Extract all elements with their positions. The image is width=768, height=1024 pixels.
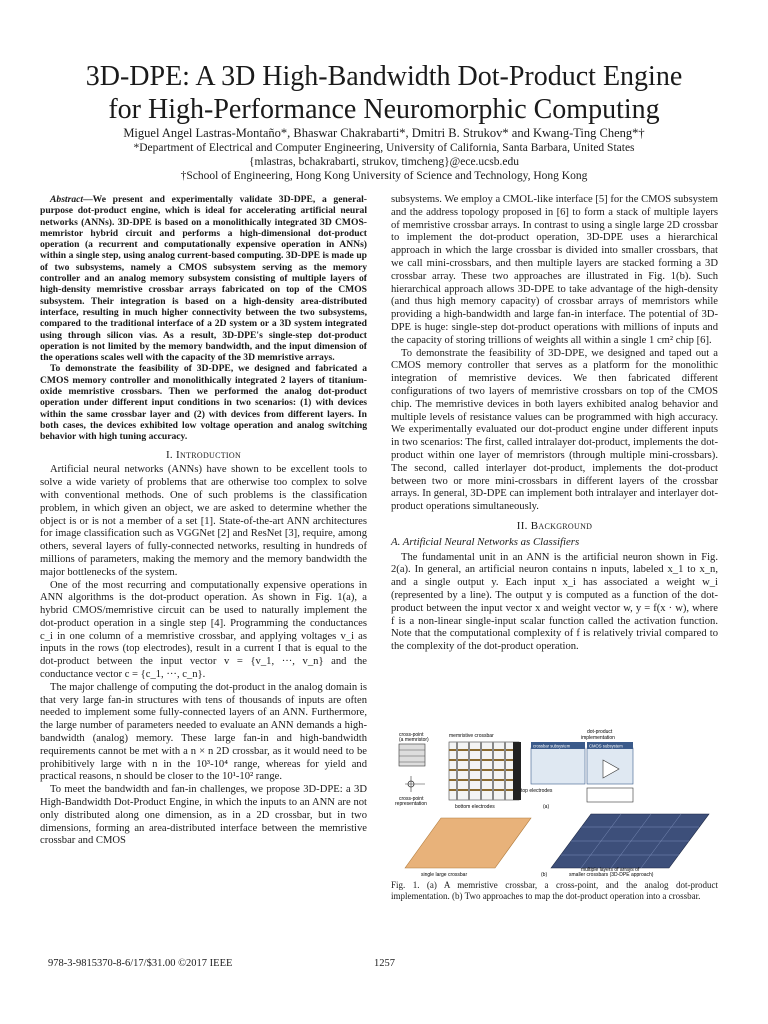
abstract-paragraph-1 bbox=[40, 194, 367, 363]
figure-1-caption: Fig. 1. (a) A memristive crossbar, a cross-point, and the analog dot-product implementation. (b) Two approaches to map the dot-product operation into a crossbar. bbox=[391, 880, 718, 901]
author-emails: {mlastras, bchakrabarti, strukov, timcheng}@ece.ucsb.edu bbox=[249, 156, 519, 168]
label-memristive-crossbar: memristive crossbar bbox=[449, 733, 494, 739]
intro-paragraph-3: The major challenge of computing the dot-product in the analog domain is that very large fan-in structures with tens of thousands of inputs are often needed to implement some fully-connected layers of an ANN. Furthermore, the large number of parameters needed to evaluate an ANN demands a high-bandwidth (analog) memory. These large fan-in and high-bandwidth requirements cannot be met with a n × n 2D crossbar, as it would need to be prohibitively large with n in the 10³-10⁴ range, whereas for yield and practical reasons, n should be closer to the 10¹-10² range. bbox=[40, 681, 367, 783]
label-single-crossbar: single large crossbar bbox=[421, 872, 468, 878]
affiliation-ucsb: *Department of Electrical and Computer Engineering, University of California, Santa Barbara, United States bbox=[133, 142, 635, 154]
figure-1-diagram bbox=[391, 728, 718, 878]
multilayer-crossbar bbox=[551, 814, 709, 868]
section-heading-background: II. Background bbox=[516, 519, 593, 532]
abstract-heading: Abstract bbox=[50, 194, 84, 205]
right-paragraph-2: To demonstrate the feasibility of 3D-DPE, we designed and taped out a CMOS memory controller that serves as a platform for the monolithic integration of memristive devices. We then fabricated different configurations of two layers of memristive crossbars on top of the CMOS chip. The memristive devices in both layers exhibited analog behavior and multiple levels of resistance values can be programmed with high accuracy. We experimentally evaluated our dot-product engine under different inputs in two scenarios: The first, called intralayer dot-product, implements the dot-product within one layer of memristors (through multiple mini-crossbars). The second, called interlayer dot-product, implements the dot-product between two or more mini-crossbars in different layers of the crossbar arrays. In general, 3D-DPE can implement both intralayer and interlayer dot-product operations simultaneously. bbox=[391, 347, 718, 513]
label-part-b: (b) bbox=[541, 872, 548, 878]
label-cmos-subsystem: CMOS subsystem bbox=[589, 743, 623, 749]
footer-isbn: 978-3-9815370-8-6/17/$31.00 ©2017 IEEE bbox=[48, 958, 233, 969]
title-line-2: for High-Performance Neuromorphic Computing bbox=[108, 94, 660, 125]
background-paragraph-1: The fundamental unit in an ANN is the artificial neuron shown in Fig. 2(a). In general, an artificial neuron contains n inputs, labeled x_1 to x_n, and a single output y. Each input x_i has associated a weight w_i (represented by a line). The output y is computed as a function of the dot-product between the input vector x and weight vector w, y = f(x · w), where f is a non-linear single-input scalar function called the activation function. Note that the computational complexity of f is relatively trivial compared to the complexity of the dot-product operation. bbox=[391, 551, 718, 653]
label-bottom-electrodes: bottom electrodes bbox=[455, 804, 495, 810]
intro-paragraph-4: To meet the bandwidth and fan-in challenges, we propose 3D-DPE: a 3D High-Bandwidth Dot-Product Engine, in which the inputs to an ANN are not only distributed along one dimension, as in a 2D crossbar, but in two dimensions, forming an area-distributed interface between the memristive crossbar and CMOS bbox=[40, 784, 367, 847]
paper-title bbox=[40, 60, 728, 126]
section-heading-introduction: I. Introduction bbox=[165, 448, 242, 461]
label-part-a: (a) bbox=[543, 804, 550, 810]
right-paragraph-1: subsystems. We employ a CMOL-like interface [5] for the CMOS subsystem and the address topology proposed in [6] to form a stack of multiple layers of memristive crossbar arrays. In contrast to using a single large 2D crossbar to implement the dot-product operation, 3D-DPE uses a hierarchical approach in which the large crossbar is divided into smaller crossbars, that we call mini-crossbars, and then multiple layers are stacked forming a 3D crossbar array. These two approaches are illustrated in Fig. 1(b). Such hierarchical approach allows 3D-DPE to take advantage of the high-density (and thus high memory capacity) of crossbar arrays of memristors while providing a high-bandwidth and large fan-in interface. The potential of 3D-DPE is huge: single-step dot-product operations with millions of inputs and the capacity of storing trillions of weights all within a single 1 cm² chip [6]. bbox=[391, 194, 718, 346]
label-multilayer-2: smaller crossbars (3D-DPE approach) bbox=[569, 872, 654, 878]
label-implementation: implementation bbox=[581, 735, 615, 741]
label-crosspoint-rep: cross-point bbox=[399, 796, 424, 802]
intro-paragraph-1: Artificial neural networks (ANNs) have shown to be excellent tools to solve a wide variety of problems that are otherwise too complex to solve with conventional methods. One of such problems is the classification problem, in which given an object, we are asked to determine whether the object is or is not a member of a set [1]. State-of-the-art ANN architectures for image classification such as VGGNet [2] and ResNet [3], require, among others, several layers of fully-connected networks, resulting in hundreds of millions of parameters, making the memory and the memory bandwidth the major bottlenecks of the system. bbox=[40, 464, 367, 578]
author-block bbox=[40, 126, 728, 183]
figure-1 bbox=[391, 728, 718, 878]
label-top-electrodes: top electrodes bbox=[521, 788, 553, 794]
crossbar-schematic bbox=[399, 742, 521, 800]
page-number: 1257 bbox=[374, 958, 395, 969]
label-crosspoint-memristor: (a memristor) bbox=[399, 737, 429, 743]
affiliation-hkust: †School of Engineering, Hong Kong University of Science and Technology, Hong Kong bbox=[180, 170, 588, 182]
label-representation: representation bbox=[395, 801, 427, 807]
label-crossbar-subsystem: crossbar subsystem bbox=[533, 743, 571, 749]
author-list: Miguel Angel Lastras-Montaño*, Bhaswar Chakrabarti*, Dmitri B. Strukov* and Kwang-Ting Cheng*† bbox=[123, 126, 645, 140]
label-crosspoint: cross-point bbox=[399, 732, 424, 738]
right-column bbox=[391, 194, 718, 654]
left-column bbox=[40, 194, 367, 848]
abstract-paragraph-2: To demonstrate the feasibility of 3D-DPE, we designed and fabricated a CMOS memory controller and monolithically integrated 2 layers of titanium-oxide memristive crossbars. Then we performed the analog dot-product operation under different input conditions in two scenarios: (1) with devices within the same crossbar layer and (2) with devices from different layers. In both cases, the devices exhibited low voltage operation and analog switching behavior with high tuning accuracy. bbox=[40, 363, 367, 443]
label-dot-product: dot-product bbox=[587, 729, 613, 735]
title-line-1: 3D-DPE: A 3D High-Bandwidth Dot-Product Engine bbox=[85, 61, 683, 92]
single-large-crossbar bbox=[405, 818, 531, 868]
abstract-text-1: —We present and experimentally validate 3D-DPE, a general-purpose dot-product engine, which is ideal for accelerating artificial neural networks (ANNs). 3D-DPE is based on a monolithically integrated 3D CMOS-memristor hybrid circuit and performs a high-dimensional dot-product operation (a recurrent and computationally expensive operation in ANNs) within a single step, using analog current-based computing. 3D-DPE is made up of two subsystems, namely a CMOS subsystem serving as the memory controller and an analog memory subsystem consisting of multiple layers of high-density memristive crossbar arrays fabricated on top of the CMOS subsystem. Their integration is based on a high-density area-distributed interface, resulting in much higher connectivity between the two subsystems, compared to the traditional interface of a 2D system or a 3D system integrated using through silicon vias. As a result, 3D-DPE's single-step dot-product operation is not limited by the memory bandwidth, and the input dimension of the operations scales well with the capacity of the 3D memristive arrays. bbox=[40, 194, 367, 364]
label-multilayer-1: multiple layers of arrays of bbox=[581, 867, 640, 873]
intro-paragraph-2: One of the most recurring and computationally expensive operations in ANN algorithms is the dot-product operation. As shown in Fig. 1(a), a hybrid CMOS/memristive circuit can be used to naturally implement the dot-product operation in a single step [4]. Programming the conductances c_i in one column of a memristive crossbar, and applying voltages v_i as inputs in the rows (top electrodes), result in a current I that is equal to the dot-product between the input vector v = {v_1, ···, v_n} and the conductance vector c = {c_1, ···, c_n}. bbox=[40, 579, 367, 681]
subsection-heading-ann: A. Artificial Neural Networks as Classifiers bbox=[391, 535, 580, 548]
